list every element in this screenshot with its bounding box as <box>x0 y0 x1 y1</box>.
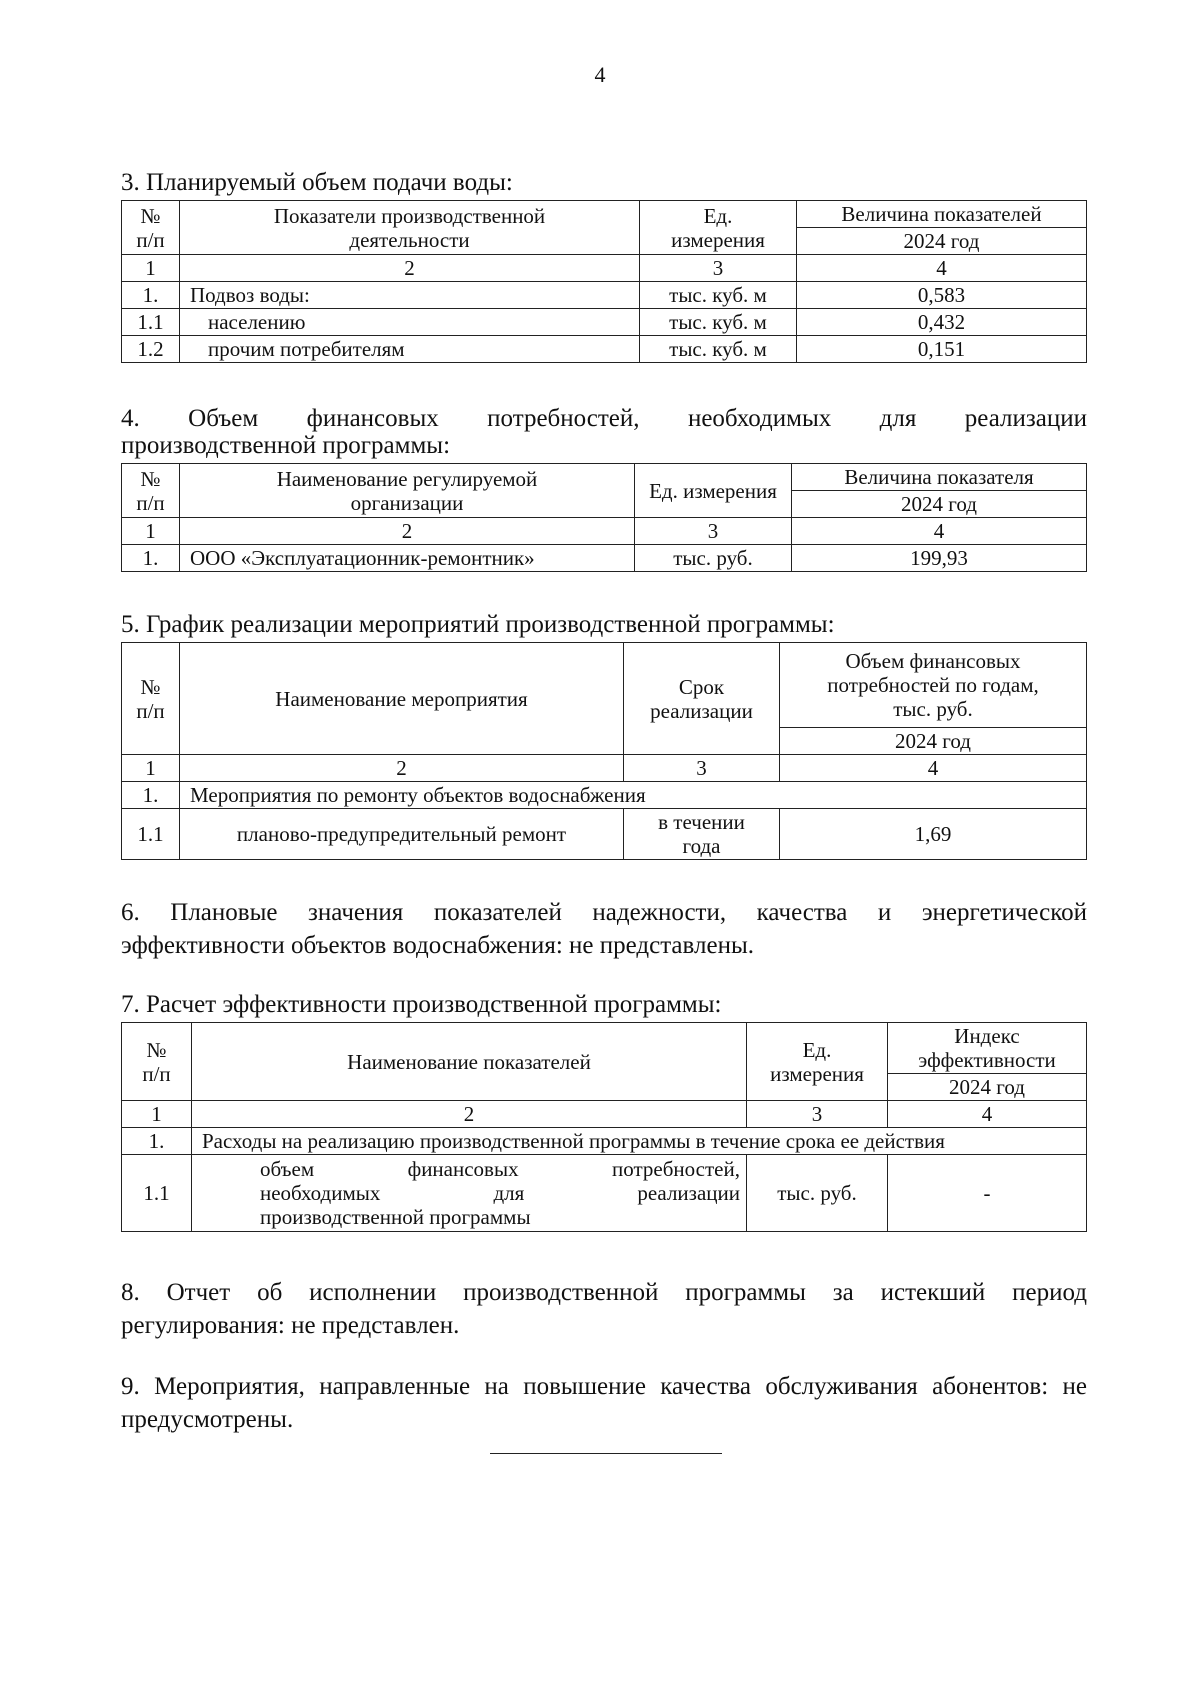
table-row: 1.2 прочим потребителям тыс. куб. м 0,151 <box>122 336 1087 363</box>
table-row: 1. ООО «Эксплуатационник-ремонтник» тыс. руб. 199,93 <box>122 545 1087 572</box>
col-header-measure: Наименование мероприятия <box>180 643 624 755</box>
col-header-year: 2024 год <box>792 491 1087 518</box>
section-8-text: 8. Отчет об исполнении производственной программы за истекший период регулирования: не представлен. <box>121 1279 1087 1339</box>
section-3-heading: 3. Планируемый объем подачи воды: <box>121 169 513 196</box>
col-header-no: № п/п <box>122 464 180 518</box>
group-row: 1. Мероприятия по ремонту объектов водоснабжения <box>122 782 1087 809</box>
schedule-table <box>121 642 1087 860</box>
section-8 <box>121 1276 1087 1342</box>
section-5 <box>121 610 1087 860</box>
col-header-financial: Объем финансовых потребностей по годам, тыс. руб. <box>780 643 1087 728</box>
group-row: 1. Расходы на реализацию производственной программы в течение срока ее действия <box>122 1128 1087 1155</box>
section-7-heading: 7. Расчет эффективности производственной программы: <box>121 991 722 1018</box>
col-header-value: Величина показателей <box>797 201 1087 228</box>
section-5-heading: 5. График реализации мероприятий производственной программы: <box>121 611 835 638</box>
index-row: 1 2 3 4 <box>122 255 1087 282</box>
col-header-index: Индекс эффективности <box>888 1023 1087 1074</box>
page-number: 4 <box>594 62 606 87</box>
col-header-value: Величина показателя <box>792 464 1087 491</box>
section-4 <box>121 402 1087 572</box>
col-header-organization: Наименование регулируемой организации <box>180 464 635 518</box>
col-header-unit: Ед. измерения <box>640 201 797 255</box>
col-header-no: № п/п <box>122 1023 192 1101</box>
section-9-text: 9. Мероприятия, направленные на повышение качества обслуживания абонентов: не предусмотрены. <box>121 1373 1087 1433</box>
col-header-term: Срок реализации <box>624 643 780 755</box>
water-supply-table <box>121 200 1087 363</box>
col-header-year: 2024 год <box>797 228 1087 255</box>
col-header-indicators: Показатели производственной деятельности <box>180 201 640 255</box>
table-row: 1. Подвоз воды: тыс. куб. м 0,583 <box>122 282 1087 309</box>
col-header-unit: Ед. измерения <box>635 464 792 518</box>
section-3 <box>121 168 1087 363</box>
table-row: 1.1 населению тыс. куб. м 0,432 <box>122 309 1087 336</box>
efficiency-table <box>121 1022 1087 1232</box>
col-header-no: № п/п <box>122 643 180 755</box>
section-4-heading-line1: 4. Объем финансовых потребностей, необходимых для реализации <box>121 405 1087 432</box>
section-4-heading-line2: производственной программы: <box>121 432 451 459</box>
col-header-indicators: Наименование показателей <box>192 1023 747 1101</box>
table-row: 1.1 планово-предупредительный ремонт в течении года 1,69 <box>122 809 1087 860</box>
index-row: 1 2 3 4 <box>122 1101 1087 1128</box>
end-rule <box>490 1453 722 1454</box>
section-7 <box>121 990 1087 1232</box>
section-9 <box>121 1370 1087 1436</box>
col-header-unit: Ед. измерения <box>747 1023 888 1101</box>
index-row: 1 2 3 4 <box>122 518 1087 545</box>
table-row: 1.1 объем финансовых потребностей, необходимых для реализации производственной программы тыс. руб. - <box>122 1155 1087 1232</box>
financial-needs-table <box>121 463 1087 572</box>
col-header-no: № п/п <box>122 201 180 255</box>
col-header-year: 2024 год <box>780 728 1087 755</box>
index-row: 1 2 3 4 <box>122 755 1087 782</box>
col-header-year: 2024 год <box>888 1074 1087 1101</box>
section-6-text: 6. Плановые значения показателей надежности, качества и энергетической эффективности объектов водоснабжения: не представлены. <box>121 899 1087 959</box>
section-6 <box>121 896 1087 962</box>
